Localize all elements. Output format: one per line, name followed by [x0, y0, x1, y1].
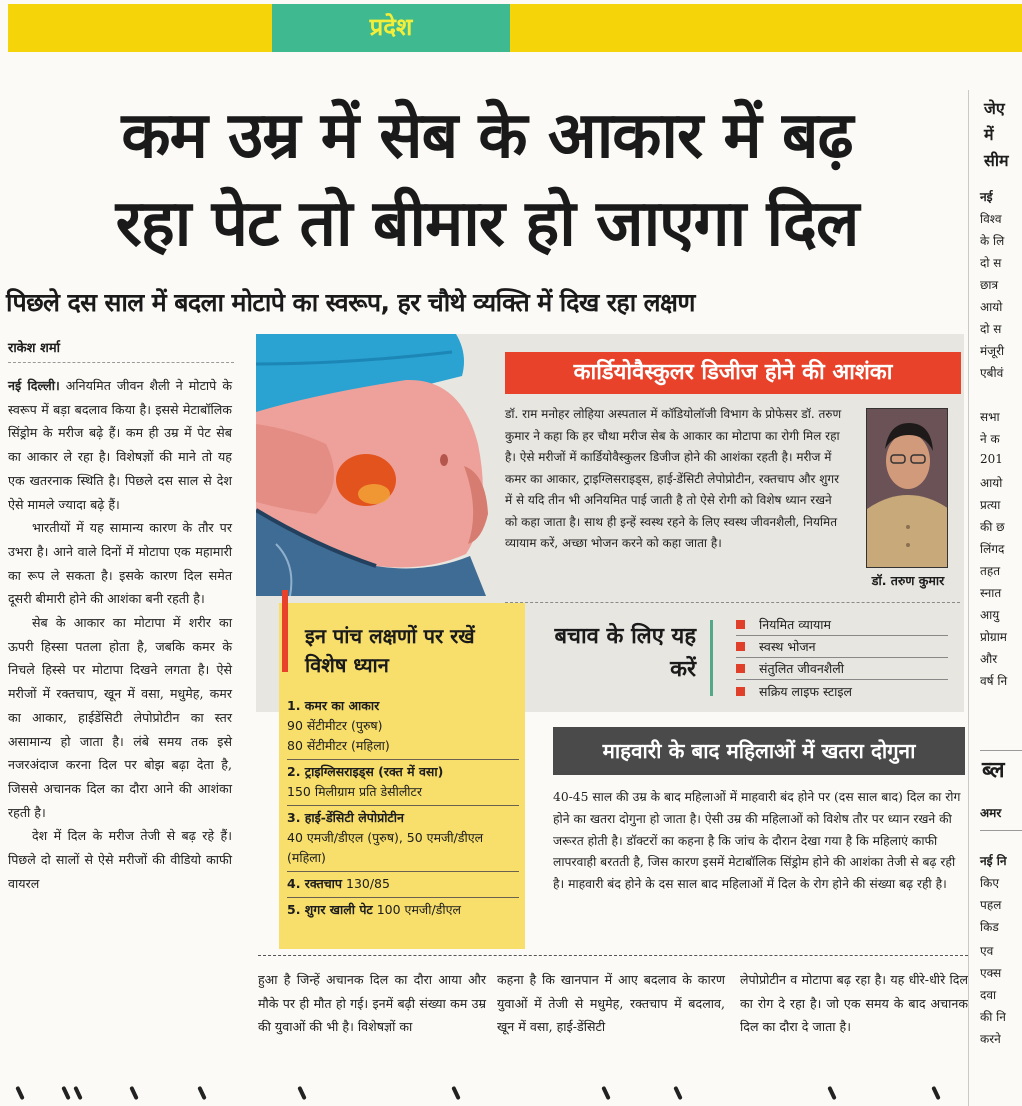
square-bullet-icon [736, 620, 745, 629]
symptom-item: 4. रक्तचाप 130/85 [287, 872, 519, 898]
prevention-tip: नियमित व्यायाम [736, 614, 948, 636]
headline-line-2: रहा पेट तो बीमार हो जाएगा दिल [115, 187, 859, 261]
story-paragraph-1: नई दिल्ली। अनियमित जीवन शैली ने मोटापे के स्वरूप में बड़ा बदलाव किया है। इससे मेटाबॉलिक सिंड्रोम के मरीज बढ़े हैं। कम ही उम्र में पेट सेब का आकार ले रहा है। विशेषज्ञों की माने तो यह एक खतरनाक स्थिति है। पिछले दस साल से देश ऐसे मामले ज्यादा बढ़े हैं। [8, 378, 232, 512]
square-bullet-icon [736, 642, 745, 651]
next-headline-cropped [0, 1086, 1022, 1106]
story-paragraph-2: भारतीयों में यह सामान्य कारण के तौर पर उभरा है। आने वाले दिनों में मोटापा एक महामारी का रूप ले सकता है। इसके कारण दिल समेत दूसरी बीमारी होने की आशंका बनी रहती है। [8, 520, 232, 607]
continuation-column-2: कहना है कि खानपान में आए बदलाव के कारण युवाओं में तेजी से मधुमेह, रक्तचाप में बदलाव, खून में वसा, हाई-डेंसिटी [497, 972, 725, 1035]
symptom-item: 3. हाई-डेंसिटी लेपोप्रोटीन 40 एमजी/डीएल (पुरुष), 50 एमजी/डीएल (महिला) [287, 806, 519, 872]
dateline: नई दिल्ली। [8, 378, 60, 393]
square-bullet-icon [736, 687, 745, 696]
symptoms-list [287, 694, 519, 923]
prevention-tips-list [736, 614, 948, 702]
headline [8, 92, 966, 268]
prevention-tip: संतुलित जीवनशैली [736, 658, 948, 680]
doctor-photo [866, 408, 948, 568]
women-box-body: 40-45 साल की उम्र के बाद महिलाओं में माहवारी बंद होने पर (दस साल बाद) दिल का रोग होने का खतरा दोगुना हो जाता है। ऐसी उम्र की महिलाओं को विशेष तौर पर ध्यान रखने की जरूरत होती है। डॉक्टरों का कहना है कि जांच के दौरान देखा गया है कि महिलाएं काफी लापरवाही बरतती है, जिस कारण इसमें मेटाबॉलिक सिंड्रोम होने की आशंका तेजी से बढ़ रही है। माहवारी बंद होने के दस साल बाद महिलाओं में दिल के रोग होने की संख्या बढ़ रही है। [553, 790, 961, 892]
symptom-item: 5. शुगर खाली पेट 100 एमजी/डीएल [287, 902, 461, 917]
adjacent-story-strip: जेए में सीम नई विश्व के लि दो स छात्र आयो दो स मंजूरी एबीवं सभा ने क 201 आयो प्रत्या की छ लिंगद तहत स्नात आयु प्रोग्राम और वर्ष नि ब्ल अमर नई नि किए पहल किड एव एक्स दवा की नि करने [968, 90, 1022, 1106]
prevention-tip: स्वस्थ भोजन [736, 636, 948, 658]
prevention-divider [710, 620, 713, 696]
doctor-caption: डॉ. तरुण कुमार [871, 573, 945, 588]
main-story-column [8, 374, 232, 895]
headline-line-1: कम उम्र में सेब के आकार में बढ़ [121, 99, 853, 173]
subheadline: पिछले दस साल में बदला मोटापे का स्वरूप, हर चौथे व्यक्ति में दिख रहा लक्षण [6, 288, 695, 317]
women-box-title: माहवारी के बाद महिलाओं में खतरा दोगुना [553, 727, 965, 775]
story-paragraph-4: देश में दिल के मरीज तेजी से बढ़ रहे हैं। पिछले दो सालों से ऐसे मरीजों की वीडियो काफी वायरल [8, 828, 232, 891]
prevention-title: बचाव के लिए यह करें [554, 624, 696, 682]
adjacent-headline: ब्ल [982, 758, 1005, 783]
byline: राकेश शर्मा [8, 341, 61, 356]
section-color-bar [8, 4, 1022, 52]
continuation-column-1: हुआ है जिन्हें अचानक दिल का दौरा आया और मौके पर ही मौत हो गई। इनमें बढ़ी संख्या कम उम्र की युवाओं की भी है। विशेषज्ञों का [258, 972, 486, 1035]
prevention-tip: सक्रिय लाइफ स्टाइल [736, 680, 948, 702]
belly-apple-illustration [256, 334, 502, 596]
story-paragraph-3: सेब के आकार का मोटापा में शरीर का ऊपरी हिस्सा पतला होता है, जबकि कमर के निचले हिस्से पर मोटापा दिखने लगता है। ऐसे मरीजों में रक्तचाप, खून में वसा, मधुमेह, कमर का आकार, हाईडेंसिटी लेपोप्रोटीन का स्तर असामान्य हो जाता है। लंबे समय तक इसे नजरअंदाज करना दिल पर बोझ बढ़ा देता है, जिससे अचानक दिल का दौरा आने की आशंका रहती है। [8, 615, 232, 820]
belly-apple-photo [256, 334, 502, 596]
column-divider [968, 90, 969, 1106]
symptoms-title: इन पांच लक्षणों पर रखें विशेष ध्यान [305, 624, 475, 677]
cardio-box-title: कार्डियोवैस्कुलर डिजीज होने की आशंका [505, 352, 961, 394]
continuation-column-3: लेपोप्रोटीन व मोटापा बढ़ रहा है। यह धीरे-धीरे दिल का रोग दे रहा है। जो एक समय के बाद अचानक दिल का दौरा दे जाता है। [740, 972, 968, 1035]
cardio-box-body: डॉ. राम मनोहर लोहिया अस्पताल में कॉडियोलॉजी विभाग के प्रोफेसर डॉ. तरुण कुमार ने कहा कि हर चौथा मरीज सेब के आकार का मोटापा का रोगी मिल रहा है। ऐसे मरीजों में कार्डियोवैस्कुलर डिजीज होने की आशंका रहती है। मरीज में कमर का आकार, ट्राइग्लिसराइड्स, हाई-डेंसिटी लेपोप्रोटीन, रक्तचाप और शुगर में से यदि तीन भी अनियमित पाई जाती है तो ऐसे रोगी को विशेष ध्यान रखने को कहा जाता है। साथ ही इन्हें स्वस्थ रहने के लिए स्वस्थ जीवनशैली, नियमित व्यायाम करें, अच्छा भोजन करने को कहा जाता है। [505, 407, 842, 550]
symptoms-accent-bar [282, 590, 288, 672]
adjacent-byline: अमर [980, 806, 1002, 820]
square-bullet-icon [736, 664, 745, 673]
doctor-portrait-icon [867, 409, 948, 568]
cardio-divider [505, 602, 960, 603]
byline-divider [8, 362, 234, 363]
section-divider [258, 955, 968, 956]
symptom-item: 2. ट्राइग्लिसराइड्स (रक्त में वसा) 150 मिलीग्राम प्रति डेसीलीटर [287, 760, 519, 806]
section-tag: प्रदेश [272, 4, 510, 52]
symptom-item: 1. कमर का आकार 90 सेंटीमीटर (पुरुष) 80 सेंटीमीटर (महिला) [287, 694, 519, 760]
